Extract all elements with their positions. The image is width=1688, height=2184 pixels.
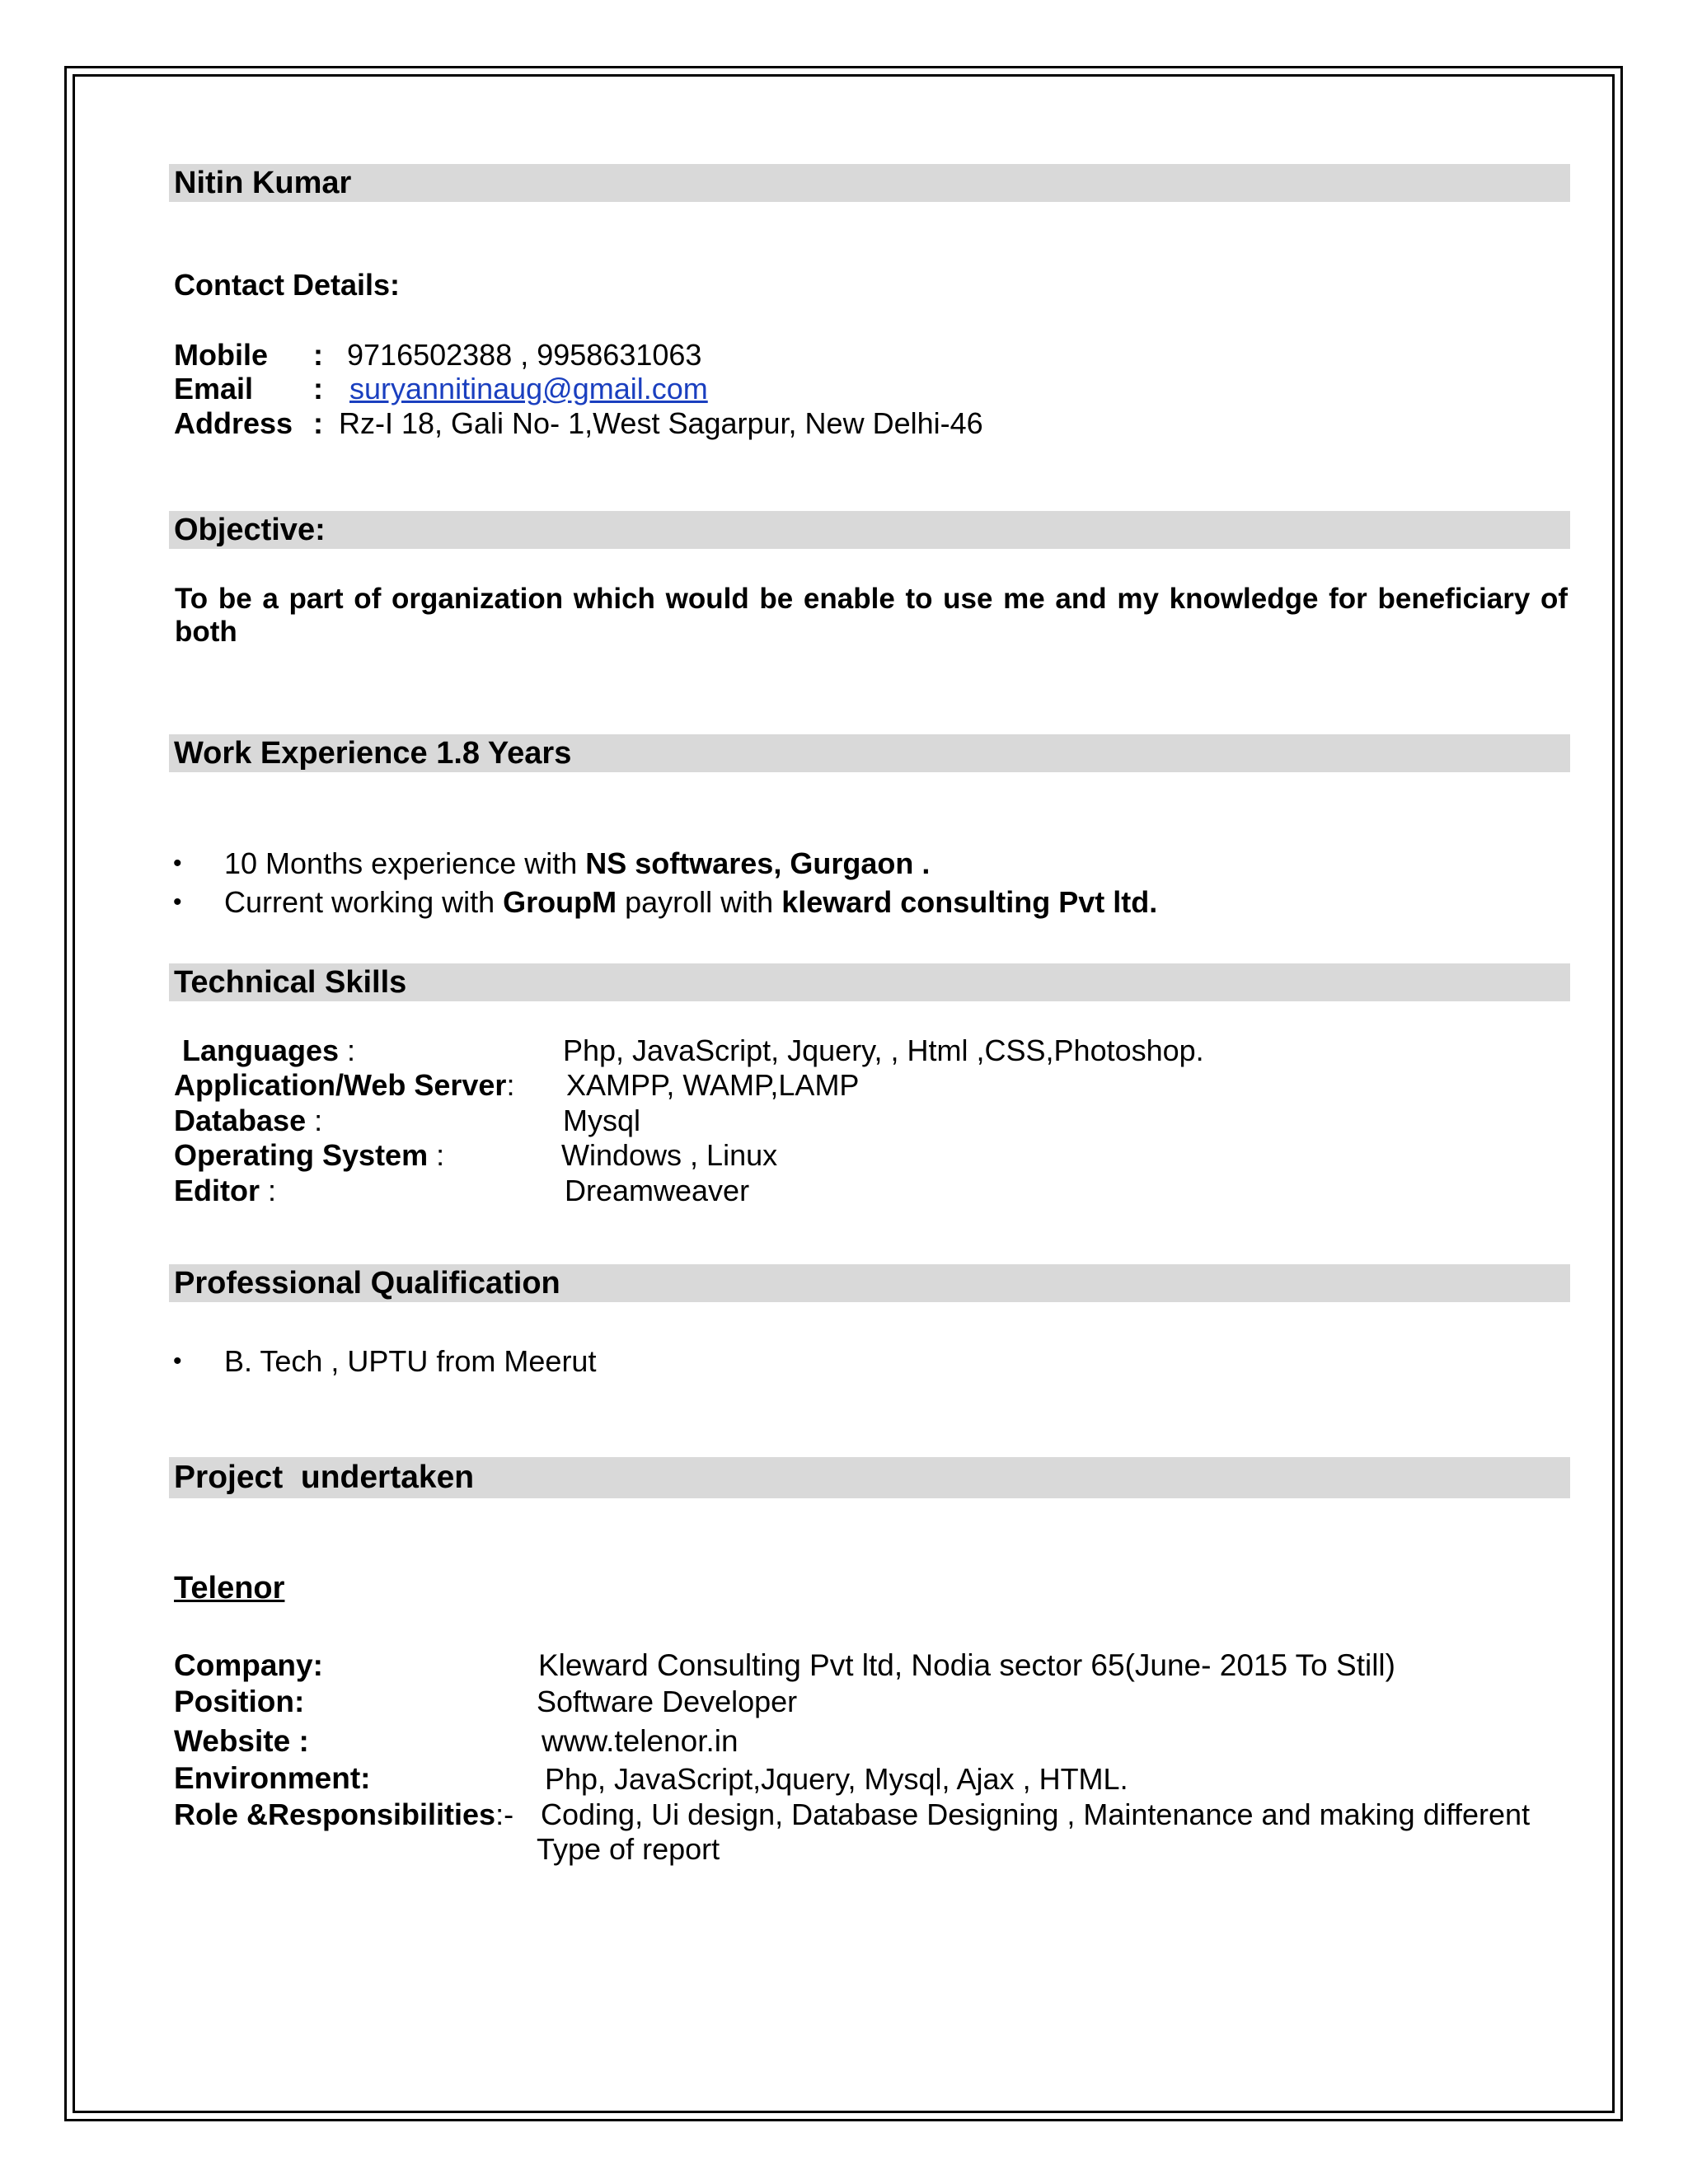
- contact-heading: Contact Details:: [174, 268, 401, 302]
- objective-header: [169, 511, 1570, 549]
- qualification-header: [169, 1264, 1570, 1302]
- skill-row-label: Application/Web Server:: [174, 1068, 515, 1102]
- company-value: Kleward Consulting Pvt ltd, Nodia sector 65(June- 2015 To Still): [538, 1648, 1395, 1682]
- skill-row-value: Mysql: [563, 1104, 641, 1137]
- role-label: Role &Responsibilities:-: [174, 1797, 514, 1831]
- experience-item-1: 10 Months experience with NS softwares, Gurgaon .: [224, 846, 931, 880]
- bullet-icon: •: [173, 888, 182, 916]
- experience-item-2: Current working with GroupM payroll with kleward consulting Pvt ltd.: [224, 885, 1158, 919]
- qualification-item-1: B. Tech , UPTU from Meerut: [224, 1344, 597, 1378]
- projects-header: [169, 1457, 1570, 1498]
- website-value: www.telenor.in: [542, 1724, 738, 1758]
- position-value: Software Developer: [537, 1685, 798, 1718]
- position-label: Position:: [174, 1685, 305, 1718]
- experience-heading: Work Experience 1.8 Years: [174, 736, 572, 771]
- mobile-value: 9716502388 , 9958631063: [347, 338, 702, 372]
- skills-heading: Technical Skills: [174, 965, 407, 1000]
- skills-header: [169, 963, 1570, 1001]
- skill-row-label: Editor :: [174, 1174, 277, 1207]
- company-label: Company:: [174, 1648, 323, 1682]
- mobile-colon: :: [313, 338, 323, 372]
- skill-row-value: Windows , Linux: [561, 1138, 778, 1172]
- experience-header: [169, 734, 1570, 772]
- environment-label: Environment:: [174, 1761, 371, 1795]
- project-title: Telenor: [174, 1571, 285, 1605]
- mobile-label: Mobile: [174, 338, 268, 372]
- projects-heading: Project undertaken: [174, 1460, 475, 1495]
- email-label: Email: [174, 372, 254, 405]
- skill-row-label: Database :: [174, 1104, 323, 1137]
- address-colon: :: [313, 406, 323, 440]
- name-header: [169, 164, 1570, 202]
- skill-row-value: Php, JavaScript, Jquery, , Html ,CSS,Photoshop.: [563, 1033, 1204, 1067]
- role-value-line-1: Coding, Ui design, Database Designing , Maintenance and making different: [541, 1797, 1531, 1831]
- bullet-icon: •: [173, 850, 182, 877]
- email-link[interactable]: suryannitinaug@gmail.com: [349, 372, 708, 405]
- qualification-heading: Professional Qualification: [174, 1266, 560, 1301]
- objective-text: To be a part of organization which would be enable to use me and my knowledge for beneficiary of both: [175, 583, 1568, 648]
- skill-row-value: Dreamweaver: [565, 1174, 750, 1207]
- environment-value: Php, JavaScript,Jquery, Mysql, Ajax , HTML.: [545, 1762, 1128, 1796]
- skill-row-value: XAMPP, WAMP,LAMP: [566, 1068, 860, 1102]
- address-value: Rz-I 18, Gali No- 1,West Sagarpur, New Delhi-46: [339, 406, 983, 440]
- candidate-name: Nitin Kumar: [174, 166, 352, 200]
- website-label: Website :: [174, 1724, 309, 1758]
- role-value-line-2: Type of report: [537, 1832, 720, 1866]
- skill-row-label: Operating System :: [174, 1138, 445, 1172]
- skill-row-label: Languages :: [182, 1033, 356, 1067]
- email-colon: :: [313, 372, 323, 405]
- address-label: Address: [174, 406, 293, 440]
- objective-heading: Objective:: [174, 513, 326, 547]
- bullet-icon: •: [173, 1347, 182, 1375]
